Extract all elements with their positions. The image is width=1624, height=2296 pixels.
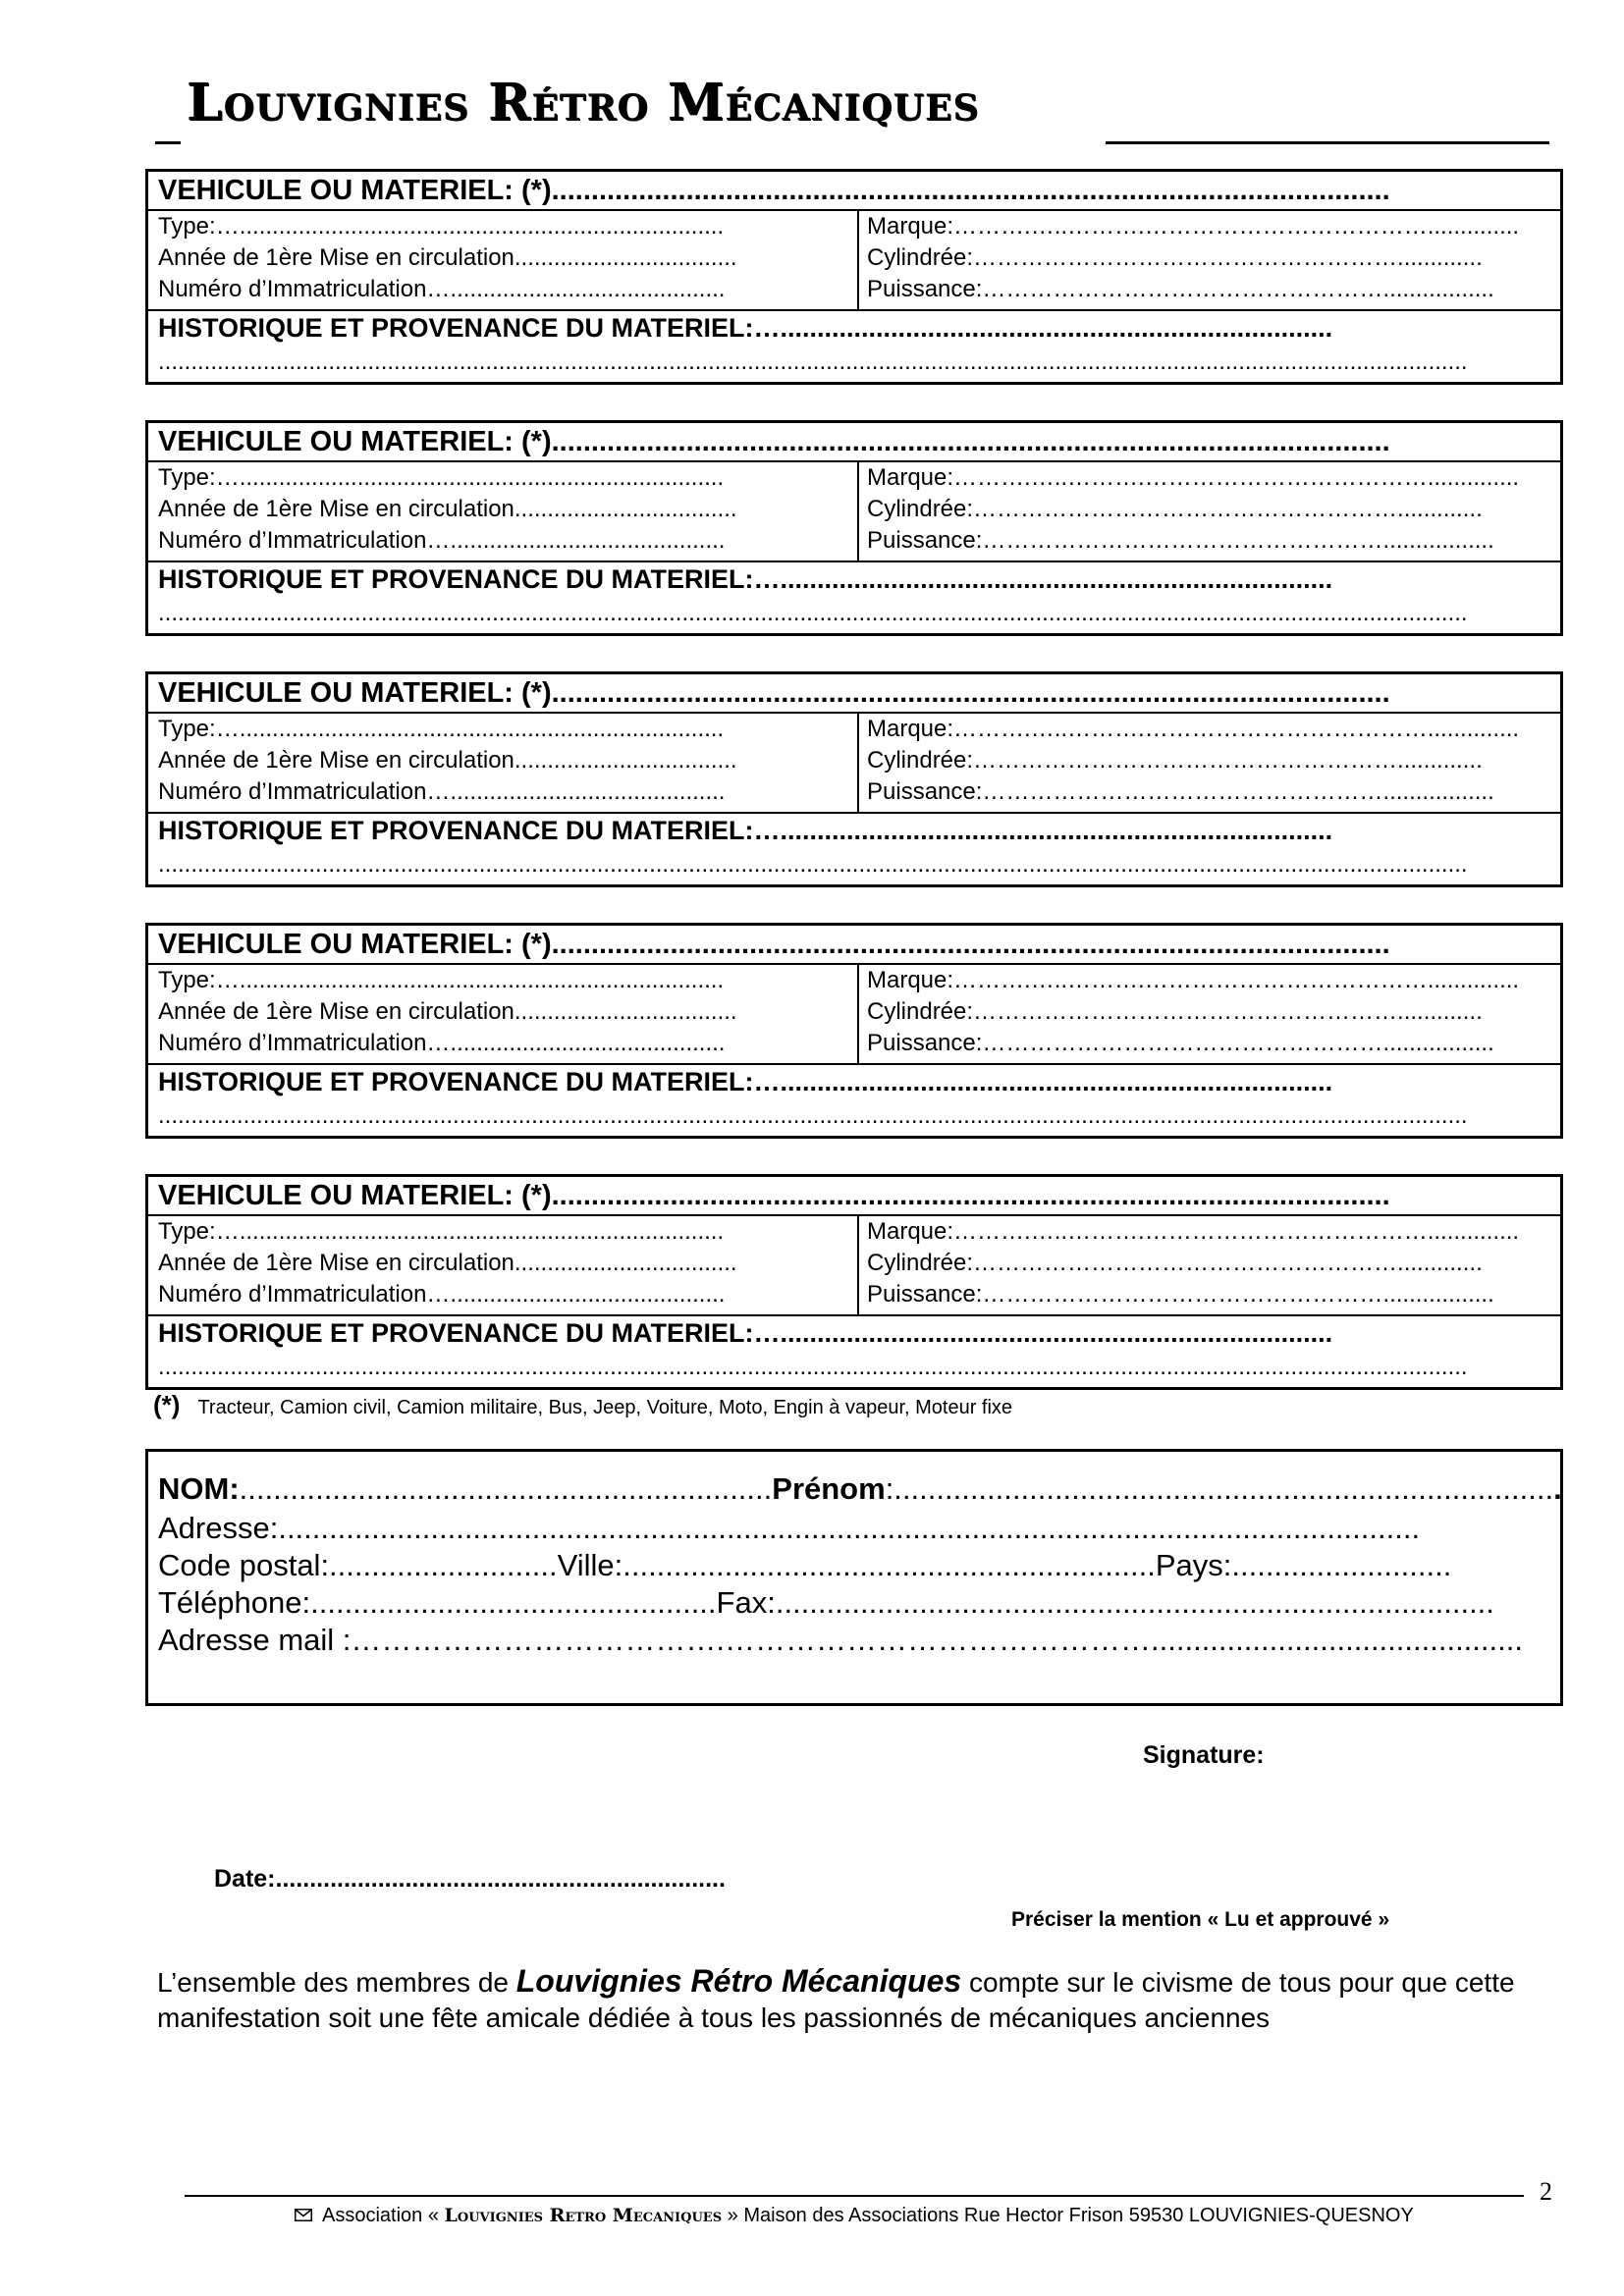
header-title: Louvignies Rétro Mécaniques [187, 73, 980, 133]
historique-field[interactable]: HISTORIQUE ET PROVENANCE DU MATERIEL:…........................................................................... [158, 564, 1333, 594]
marque-field[interactable]: Marque:……….…..……….……………………………….............. [867, 213, 1520, 240]
vehicle-details [148, 1214, 1560, 1316]
vehicle-block [145, 671, 1563, 887]
type-field[interactable]: Type:….......................................................................... [158, 464, 725, 491]
immatriculation-field[interactable]: Numéro d’Immatriculation….......................................... [158, 778, 726, 805]
historique-field[interactable]: HISTORIQUE ET PROVENANCE DU MATERIEL:…........................................................................... [158, 1067, 1333, 1096]
column-divider [857, 209, 859, 309]
puissance-field[interactable]: Puissance:……………………………………………................. [867, 778, 1494, 805]
cylindree-field[interactable]: Cylindrée:………………………………………………............. [867, 1250, 1483, 1276]
adresse-field[interactable]: Adresse:....................................................................................................................................... [158, 1511, 1421, 1545]
prenom-end: . [1553, 1471, 1562, 1506]
nom-prenom-line[interactable] [158, 1469, 1562, 1509]
marque-field[interactable]: Marque:……….…..……….……………………………….............. [867, 1218, 1520, 1245]
immatriculation-field[interactable]: Numéro d’Immatriculation….......................................... [158, 527, 726, 554]
vehicle-block [145, 1174, 1563, 1390]
column-divider [857, 963, 859, 1063]
telephone-fax-field[interactable]: Téléphone:................................................Fax:..................................................................................... [158, 1585, 1494, 1620]
signature-label[interactable]: Signature: [1143, 1741, 1265, 1769]
historique-field[interactable]: HISTORIQUE ET PROVENANCE DU MATERIEL:…........................................................................... [158, 816, 1333, 845]
cylindree-field[interactable]: Cylindrée:………………………………………………............. [867, 244, 1483, 271]
prenom-label: Prénom [772, 1471, 886, 1506]
historique-continuation-line[interactable]: ........................................................................................................................................................................................................ [158, 851, 1468, 878]
type-field[interactable]: Type:….......................................................................... [158, 967, 725, 993]
vehicle-title-field[interactable]: VEHICULE OU MATERIEL: (*).......................................................................................................... [158, 175, 1390, 206]
cylindree-field[interactable]: Cylindrée:………………………………………………............. [867, 998, 1483, 1025]
column-divider [857, 712, 859, 812]
contact-box [145, 1449, 1563, 1706]
annee-field[interactable]: Année de 1ère Mise en circulation.................................. [158, 244, 737, 271]
vehicle-details [148, 460, 1560, 562]
vehicle-details [148, 712, 1560, 814]
marque-field[interactable]: Marque:……….…..……….……………………………….............. [867, 716, 1520, 742]
closing-after: compte sur le civisme de tous pour que cette manifestation soit une fête amicale dédiée à tous les passionnés de mécaniques anciennes [157, 1967, 1515, 2033]
historique-field[interactable]: HISTORIQUE ET PROVENANCE DU MATERIEL:…........................................................................... [158, 1318, 1333, 1348]
immatriculation-field[interactable]: Numéro d’Immatriculation….......................................... [158, 276, 726, 302]
closing-brand: Louvignies Rétro Mécaniques [515, 1963, 962, 1999]
cylindree-field[interactable]: Cylindrée:………………………………………………............. [867, 747, 1483, 774]
annee-field[interactable]: Année de 1ère Mise en circulation.................................. [158, 747, 737, 774]
closing-before: L’ensemble des membres de [157, 1967, 516, 1998]
vehicle-title-row [148, 674, 1560, 714]
vehicle-details [148, 209, 1560, 311]
vehicle-title-field[interactable]: VEHICULE OU MATERIEL: (*).......................................................................................................... [158, 1180, 1390, 1211]
annee-field[interactable]: Année de 1ère Mise en circulation.................................. [158, 1250, 737, 1276]
vehicle-title-row [148, 172, 1560, 211]
puissance-field[interactable]: Puissance:……………………………………………................. [867, 1030, 1494, 1056]
vehicle-title-row [148, 423, 1560, 462]
puissance-field[interactable]: Puissance:……………………………………………................. [867, 276, 1494, 302]
vehicle-title-field[interactable]: VEHICULE OU MATERIEL: (*).......................................................................................................... [158, 426, 1390, 457]
prenom-field[interactable]: :.............................................................................. [885, 1471, 1554, 1506]
envelope-icon [295, 2205, 312, 2227]
historique-field[interactable]: HISTORIQUE ET PROVENANCE DU MATERIEL:…........................................................................... [158, 313, 1333, 343]
footer-rule [185, 2195, 1524, 2197]
type-field[interactable]: Type:….......................................................................... [158, 213, 725, 240]
column-divider [857, 460, 859, 561]
footer-prefix: Association « [322, 2205, 445, 2226]
puissance-field[interactable]: Puissance:……………………………………………................. [867, 1281, 1494, 1308]
vehicle-title-row [148, 1177, 1560, 1216]
vehicle-block [145, 923, 1563, 1139]
type-field[interactable]: Type:….......................................................................... [158, 716, 725, 742]
immatriculation-field[interactable]: Numéro d’Immatriculation….......................................... [158, 1030, 726, 1056]
footer-suffix: » Maison des Associations Rue Hector Frison 59530 LOUVIGNIES-QUESNOY [722, 2205, 1414, 2226]
vehicle-title-field[interactable]: VEHICULE OU MATERIEL: (*).......................................................................................................... [158, 929, 1390, 960]
vehicle-title-field[interactable]: VEHICULE OU MATERIEL: (*).......................................................................................................... [158, 677, 1390, 709]
vehicle-block [145, 420, 1563, 636]
nom-field[interactable]: ............................................................... [239, 1471, 773, 1506]
adresse-mail-field[interactable]: Adresse mail :……………………………….……………………………………............................................ [158, 1623, 1523, 1657]
code-postal-ville-pays-field[interactable]: Code postal:...........................Ville:...............................................................Pays:.......................... [158, 1548, 1452, 1582]
historique-continuation-line[interactable]: ........................................................................................................................................................................................................ [158, 1354, 1468, 1380]
page-header [155, 73, 1549, 151]
vehicle-title-row [148, 926, 1560, 965]
column-divider [857, 1214, 859, 1314]
footer-assoc-name: Louvignies Retro Mecaniques [444, 2205, 723, 2226]
nom-label: NOM: [158, 1471, 240, 1506]
vehicle-block [145, 169, 1563, 385]
historique-continuation-line[interactable]: ........................................................................................................................................................................................................ [158, 348, 1468, 375]
historique-continuation-line[interactable]: ........................................................................................................................................................................................................ [158, 600, 1468, 626]
date-field[interactable]: Date:.................................................................. [214, 1865, 726, 1893]
header-rule-left [155, 141, 181, 144]
marque-field[interactable]: Marque:……….…..……….……………………………….............. [867, 967, 1520, 993]
closing-paragraph [157, 1963, 1561, 2036]
page-number: 2 [1540, 2177, 1552, 2206]
footnote-text: Tracteur, Camion civil, Camion militaire, Bus, Jeep, Voiture, Moto, Engin à vapeur, Moteur fixe [197, 1397, 1013, 1418]
annee-field[interactable]: Année de 1ère Mise en circulation.................................. [158, 998, 737, 1025]
header-rule-right [1106, 141, 1549, 144]
vehicle-details [148, 963, 1560, 1065]
immatriculation-field[interactable]: Numéro d’Immatriculation….......................................... [158, 1281, 726, 1308]
marque-field[interactable]: Marque:……….…..……….……………………………….............. [867, 464, 1520, 491]
footnote-marker: (*) [153, 1390, 181, 1419]
footnote [153, 1390, 1012, 1420]
cylindree-field[interactable]: Cylindrée:………………………………………………............. [867, 496, 1483, 522]
annee-field[interactable]: Année de 1ère Mise en circulation.................................. [158, 496, 737, 522]
footer-address [295, 2205, 1414, 2227]
mention-note: Préciser la mention « Lu et approuvé » [1011, 1908, 1390, 1931]
historique-continuation-line[interactable]: ........................................................................................................................................................................................................ [158, 1102, 1468, 1129]
puissance-field[interactable]: Puissance:……………………………………………................. [867, 527, 1494, 554]
type-field[interactable]: Type:….......................................................................... [158, 1218, 725, 1245]
